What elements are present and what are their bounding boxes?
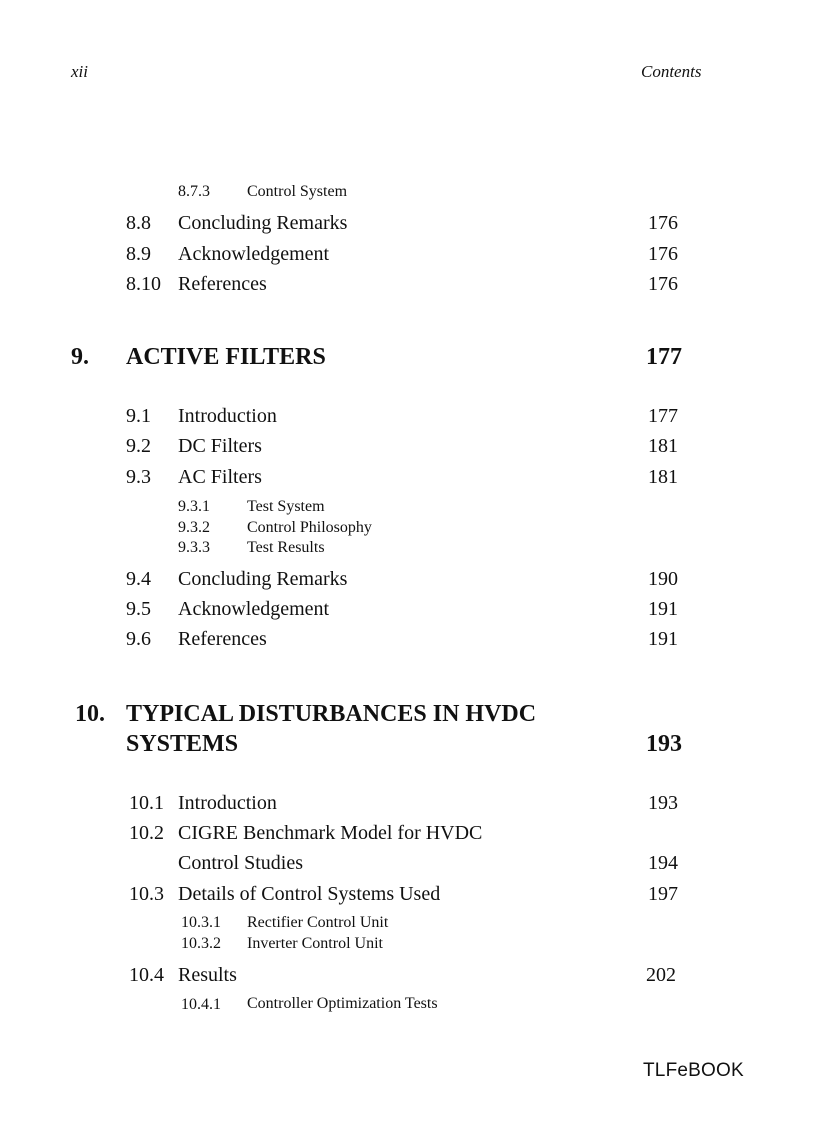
toc-section-number: 8.10 <box>126 273 161 295</box>
toc-subsection-title: Control System <box>247 183 348 200</box>
toc-section-number: 10.4 <box>129 964 164 986</box>
toc-chapter-title-line1: TYPICAL DISTURBANCES IN HVDC <box>126 701 537 727</box>
toc-page-number: 197 <box>648 883 678 905</box>
toc-section-number: 10.2 <box>129 822 164 844</box>
toc-page-number: 176 <box>648 243 678 265</box>
toc-section-number: 8.9 <box>126 243 151 265</box>
toc-chapter-page-number: 193 <box>646 731 682 757</box>
toc-section-title: Results <box>178 964 237 986</box>
toc-section-number: 9.5 <box>126 598 151 620</box>
toc-section-number: 10.3 <box>129 883 164 905</box>
toc-page-number: 202 <box>646 964 676 986</box>
toc-subsection-number: 8.7.3 <box>178 183 210 200</box>
toc-section-title: References <box>178 628 267 650</box>
toc-subsection-title: Control Philosophy <box>247 519 372 536</box>
toc-subsection-number: 9.3.2 <box>178 519 210 536</box>
toc-section-number: 9.1 <box>126 405 151 427</box>
toc-section-number: 9.4 <box>126 568 151 590</box>
toc-section-title-line2: Control Studies <box>178 852 304 874</box>
toc-subsection-number: 10.3.2 <box>181 935 221 952</box>
toc-page-number: 176 <box>648 273 678 295</box>
toc-subsection-title: Inverter Control Unit <box>247 935 383 952</box>
toc-section-number: 9.2 <box>126 435 151 457</box>
toc-subsection-number: 10.4.1 <box>181 996 221 1013</box>
toc-page-number: 177 <box>648 405 678 427</box>
toc-section-number: 8.8 <box>126 212 151 234</box>
toc-section-title: References <box>178 273 267 295</box>
toc-section-title-line1: CIGRE Benchmark Model for HVDC <box>178 822 483 844</box>
toc-section-title: Concluding Remarks <box>178 212 348 234</box>
toc-section-number: 9.6 <box>126 628 151 650</box>
toc-subsection-number: 10.3.1 <box>181 914 221 931</box>
toc-section-title: Concluding Remarks <box>178 568 348 590</box>
toc-subsection-number: 9.3.1 <box>178 498 210 515</box>
toc-page-number: 194 <box>648 852 678 874</box>
toc-page-number: 181 <box>648 466 678 488</box>
footer-watermark: TLFeBOOK <box>643 1060 744 1081</box>
toc-section-title: Introduction <box>178 792 277 814</box>
toc-page-number: 181 <box>648 435 678 457</box>
toc-section-title: Introduction <box>178 405 277 427</box>
toc-subsection-number: 9.3.3 <box>178 539 210 556</box>
toc-page-number: 190 <box>648 568 678 590</box>
toc-chapter-number: 10. <box>75 701 105 727</box>
toc-chapter-number: 9. <box>71 344 89 370</box>
toc-page-number: 193 <box>648 792 678 814</box>
toc-chapter-title-line2: SYSTEMS <box>126 731 239 757</box>
toc-section-number: 9.3 <box>126 466 151 488</box>
toc-page-number: 191 <box>648 628 678 650</box>
toc-page-number: 191 <box>648 598 678 620</box>
running-header-page-number: xii <box>71 62 88 81</box>
toc-section-title: Acknowledgement <box>178 243 330 265</box>
toc-subsection-title: Test System <box>247 498 325 515</box>
toc-section-title: Details of Control Systems Used <box>178 883 441 905</box>
toc-chapter-title: ACTIVE FILTERS <box>126 344 326 370</box>
toc-section-number: 10.1 <box>129 792 164 814</box>
toc-section-title: Acknowledgement <box>178 598 330 620</box>
toc-chapter-page-number: 177 <box>646 344 682 370</box>
toc-section-title: AC Filters <box>178 466 262 488</box>
toc-subsection-title: Controller Optimization Tests <box>247 995 438 1012</box>
toc-section-title: DC Filters <box>178 435 262 457</box>
running-header-title: Contents <box>641 62 702 81</box>
toc-subsection-title: Test Results <box>247 539 325 556</box>
toc-page-number: 176 <box>648 212 678 234</box>
toc-subsection-title: Rectifier Control Unit <box>247 914 389 931</box>
